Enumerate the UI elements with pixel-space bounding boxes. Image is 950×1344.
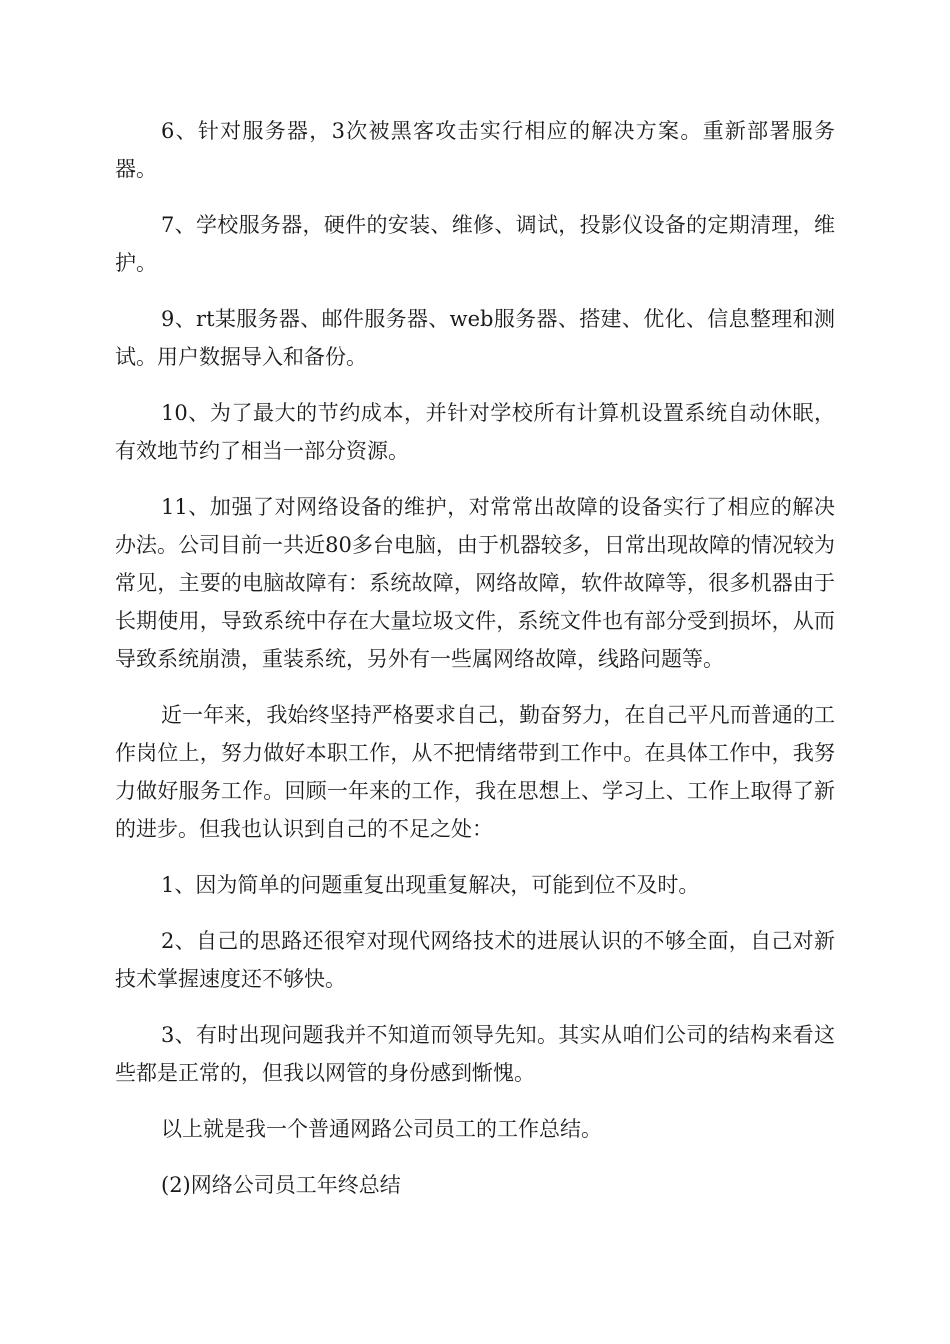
paragraph-item-6-server-attacks: 6、针对服务器，3次被黑客攻击实行相应的解决方案。重新部署服务器。: [115, 119, 835, 181]
paragraph-item-7-school-server: 7、学校服务器，硬件的安装、维修、调试，投影仪设备的定期清理，维护。: [115, 213, 835, 275]
paragraph-item-10-cost-saving: 10、为了最大的节约成本，并针对学校所有计算机设置系统自动休眠，有效地节约了相当一部分资源。: [115, 401, 835, 463]
paragraph-shortcoming-2: 2、自己的思路还很窄对现代网络技术的进展认识的不够全面，自己对新技术掌握速度还不够快。: [115, 929, 835, 991]
paragraph-shortcoming-1: 1、因为简单的问题重复出现重复解决，可能到位不及时。: [161, 873, 700, 897]
paragraph-item-11-device-maintenance: 11、加强了对网络设备的维护，对常常出故障的设备实行了相应的解决办法。公司目前一共近80多台电脑，由于机器较多，日常出现故障的情况较为常见，主要的电脑故障有：系统故障，网络故障，软件故障等，很多机器由于长期使用，导致系统中存在大量垃圾文件，系统文件也有部分受到损坏，从而导致系统崩溃，重装系统，另外有一些属网络故障，线路问题等。: [115, 495, 835, 671]
paragraph-item-9-servers-setup: 9、rt某服务器、邮件服务器、web服务器、搭建、优化、信息整理和测试。用户数据导入和备份。: [115, 307, 835, 369]
section-heading-2: (2)网络公司员工年终总结: [161, 1173, 401, 1197]
document-page: [115, 112, 835, 1222]
paragraph-closing: 以上就是我一个普通网路公司员工的工作总结。: [161, 1117, 602, 1141]
paragraph-shortcoming-3: 3、有时出现问题我并不知道而领导先知。其实从咱们公司的结构来看这些都是正常的，但我以网管的身份感到惭愧。: [115, 1023, 835, 1085]
paragraph-year-review: 近一年来，我始终坚持严格要求自己，勤奋努力，在自己平凡而普通的工作岗位上，努力做好本职工作，从不把情绪带到工作中。在具体工作中，我努力做好服务工作。回顾一年来的工作，我在思想上、学习上、工作上取得了新的进步。但我也认识到自己的不足之处：: [115, 703, 835, 841]
